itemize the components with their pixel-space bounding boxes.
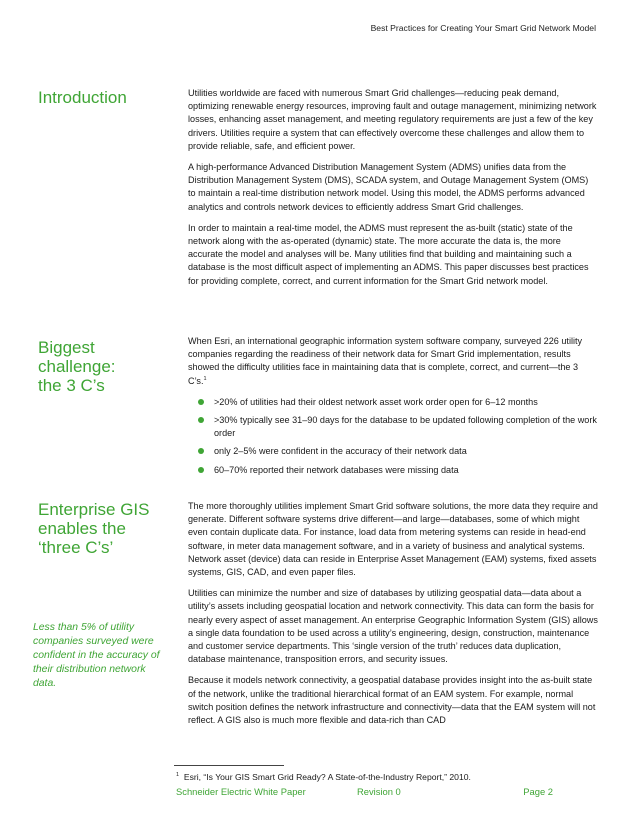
list-item bbox=[188, 464, 598, 477]
list-item bbox=[188, 445, 598, 458]
enterprise-paragraph: Utilities can minimize the number and size of databases by utilizing geospatial data—data about a utility’s assets including geospatial location and network connectivity. This data can form the basis for nearly every aspect of asset management. An enterprise Geographic Information System (GIS) allows a single data foundation to be used across a utility’s engineering, design, construction, maintenance and customer service departments. This ‘single version of the truth’ reduces data duplication, database maintenance, transposition errors, and security issues. bbox=[188, 588, 598, 665]
footer-publication: Schneider Electric White Paper bbox=[176, 786, 306, 797]
list-item bbox=[188, 396, 598, 409]
enterprise-heading-line: enables the bbox=[38, 519, 126, 538]
introduction-paragraph: In order to maintain a real-time model, the ADMS must represent the as-built (static) state of the network along with the as-operated (dynamic) state. The more accurate the data is, the more accurate the model and analyses will be. Many utilities find that building and maintaining such a database is the most difficult aspect of implementing an ADMS. This paper discusses best practices for providing complete, correct, and current information for the Smart Grid network model. bbox=[188, 222, 589, 286]
bullet-text: >20% of utilities had their oldest network asset work order open for 6–12 months bbox=[214, 396, 538, 407]
bullet-text: only 2–5% were confident in the accuracy of their network data bbox=[214, 446, 467, 457]
footnote-mark: 1 bbox=[176, 772, 180, 778]
list-item bbox=[188, 414, 598, 440]
bullet-dot-icon bbox=[198, 467, 204, 473]
footnote-reference: 1 bbox=[203, 375, 207, 382]
challenge-bullet-list bbox=[188, 396, 598, 477]
introduction-paragraph: A high-performance Advanced Distribution Management System (ADMS) unifies data from the Distribution Management System (DMS), SCADA system, and Outage Management System (OMS) to maintain a real-time distribution network model. Using this model, the ADMS performs advanced analytics and controls network devices to efficiently address Smart Grid challenges. bbox=[188, 162, 589, 212]
bullet-text: >30% typically see 31–90 days for the database to be updated following completion of the work order bbox=[214, 415, 597, 439]
sidebar-pull-quote: Less than 5% of utility companies surveyed were confident in the accuracy of their distribution network data. bbox=[33, 622, 160, 689]
footnote-divider bbox=[174, 765, 284, 766]
enterprise-paragraph: The more thoroughly utilities implement Smart Grid software solutions, the more data they require and generate. Different software systems drive different—and large—databases, some of which might even contain duplicate data. For instance, load data from metering systems can reside in head-end software, in meter data management software, and in a variety of business and analytical systems. Network asset (device) data can reside in Enterprise Asset Management (EAM) systems, fixed assets systems, GIS, CAD, and even paper files. bbox=[188, 501, 598, 578]
footnote bbox=[176, 770, 596, 783]
enterprise-paragraph: Because it models network connectivity, a geospatial database provides insight into the as-built state of the network, unlike the traditional hierarchical format of an EAM system. For example, normal switch position defines the network infrastructure and connectivity—data that the EAM system will not reflect. A GIS also is much more flexible and data-rich than CAD bbox=[188, 675, 596, 726]
challenge-intro-paragraph bbox=[188, 335, 598, 388]
enterprise-heading-line: Enterprise GIS bbox=[38, 500, 150, 519]
challenge-heading bbox=[38, 338, 173, 395]
challenge-body bbox=[188, 335, 598, 482]
bullet-dot-icon bbox=[198, 448, 204, 454]
challenge-heading-line: the 3 C’s bbox=[38, 376, 105, 395]
challenge-heading-line: Biggest bbox=[38, 338, 95, 357]
challenge-heading-line: challenge: bbox=[38, 357, 116, 376]
challenge-intro-text: When Esri, an international geographic information system software company, surveyed 226 utility companies regarding the readiness of their network data for Smart Grid implementation, results showed the difficulty utilities face in maintaining data that is complete, correct, and current—the 3 C’s. bbox=[188, 336, 583, 386]
footer-revision: Revision 0 bbox=[357, 786, 401, 797]
bullet-dot-icon bbox=[198, 417, 204, 423]
introduction-body bbox=[188, 87, 598, 296]
bullet-dot-icon bbox=[198, 399, 204, 405]
bullet-text: 60–70% reported their network databases were missing data bbox=[214, 464, 459, 475]
introduction-heading: Introduction bbox=[38, 88, 127, 107]
footnote-text: Esri, “Is Your GIS Smart Grid Ready? A State-of-the-Industry Report,” 2010. bbox=[183, 771, 471, 782]
introduction-paragraph: Utilities worldwide are faced with numerous Smart Grid challenges—reducing peak demand, optimizing renewable energy resources, improving fault and outage management, minimizing network losses, enhancing asset management, and meeting regulatory requirements are just a few of the key drivers. Utilities require a system that can effectively overcome these challenges and allow them to provide reliable, safe, and efficient power. bbox=[188, 88, 597, 151]
footer-page-number: Page 2 bbox=[523, 786, 553, 797]
running-header-title: Best Practices for Creating Your Smart Grid Network Model bbox=[370, 23, 596, 33]
enterprise-gis-heading bbox=[38, 500, 173, 557]
enterprise-gis-body bbox=[188, 500, 598, 735]
enterprise-heading-line: ‘three C’s’ bbox=[38, 538, 114, 557]
